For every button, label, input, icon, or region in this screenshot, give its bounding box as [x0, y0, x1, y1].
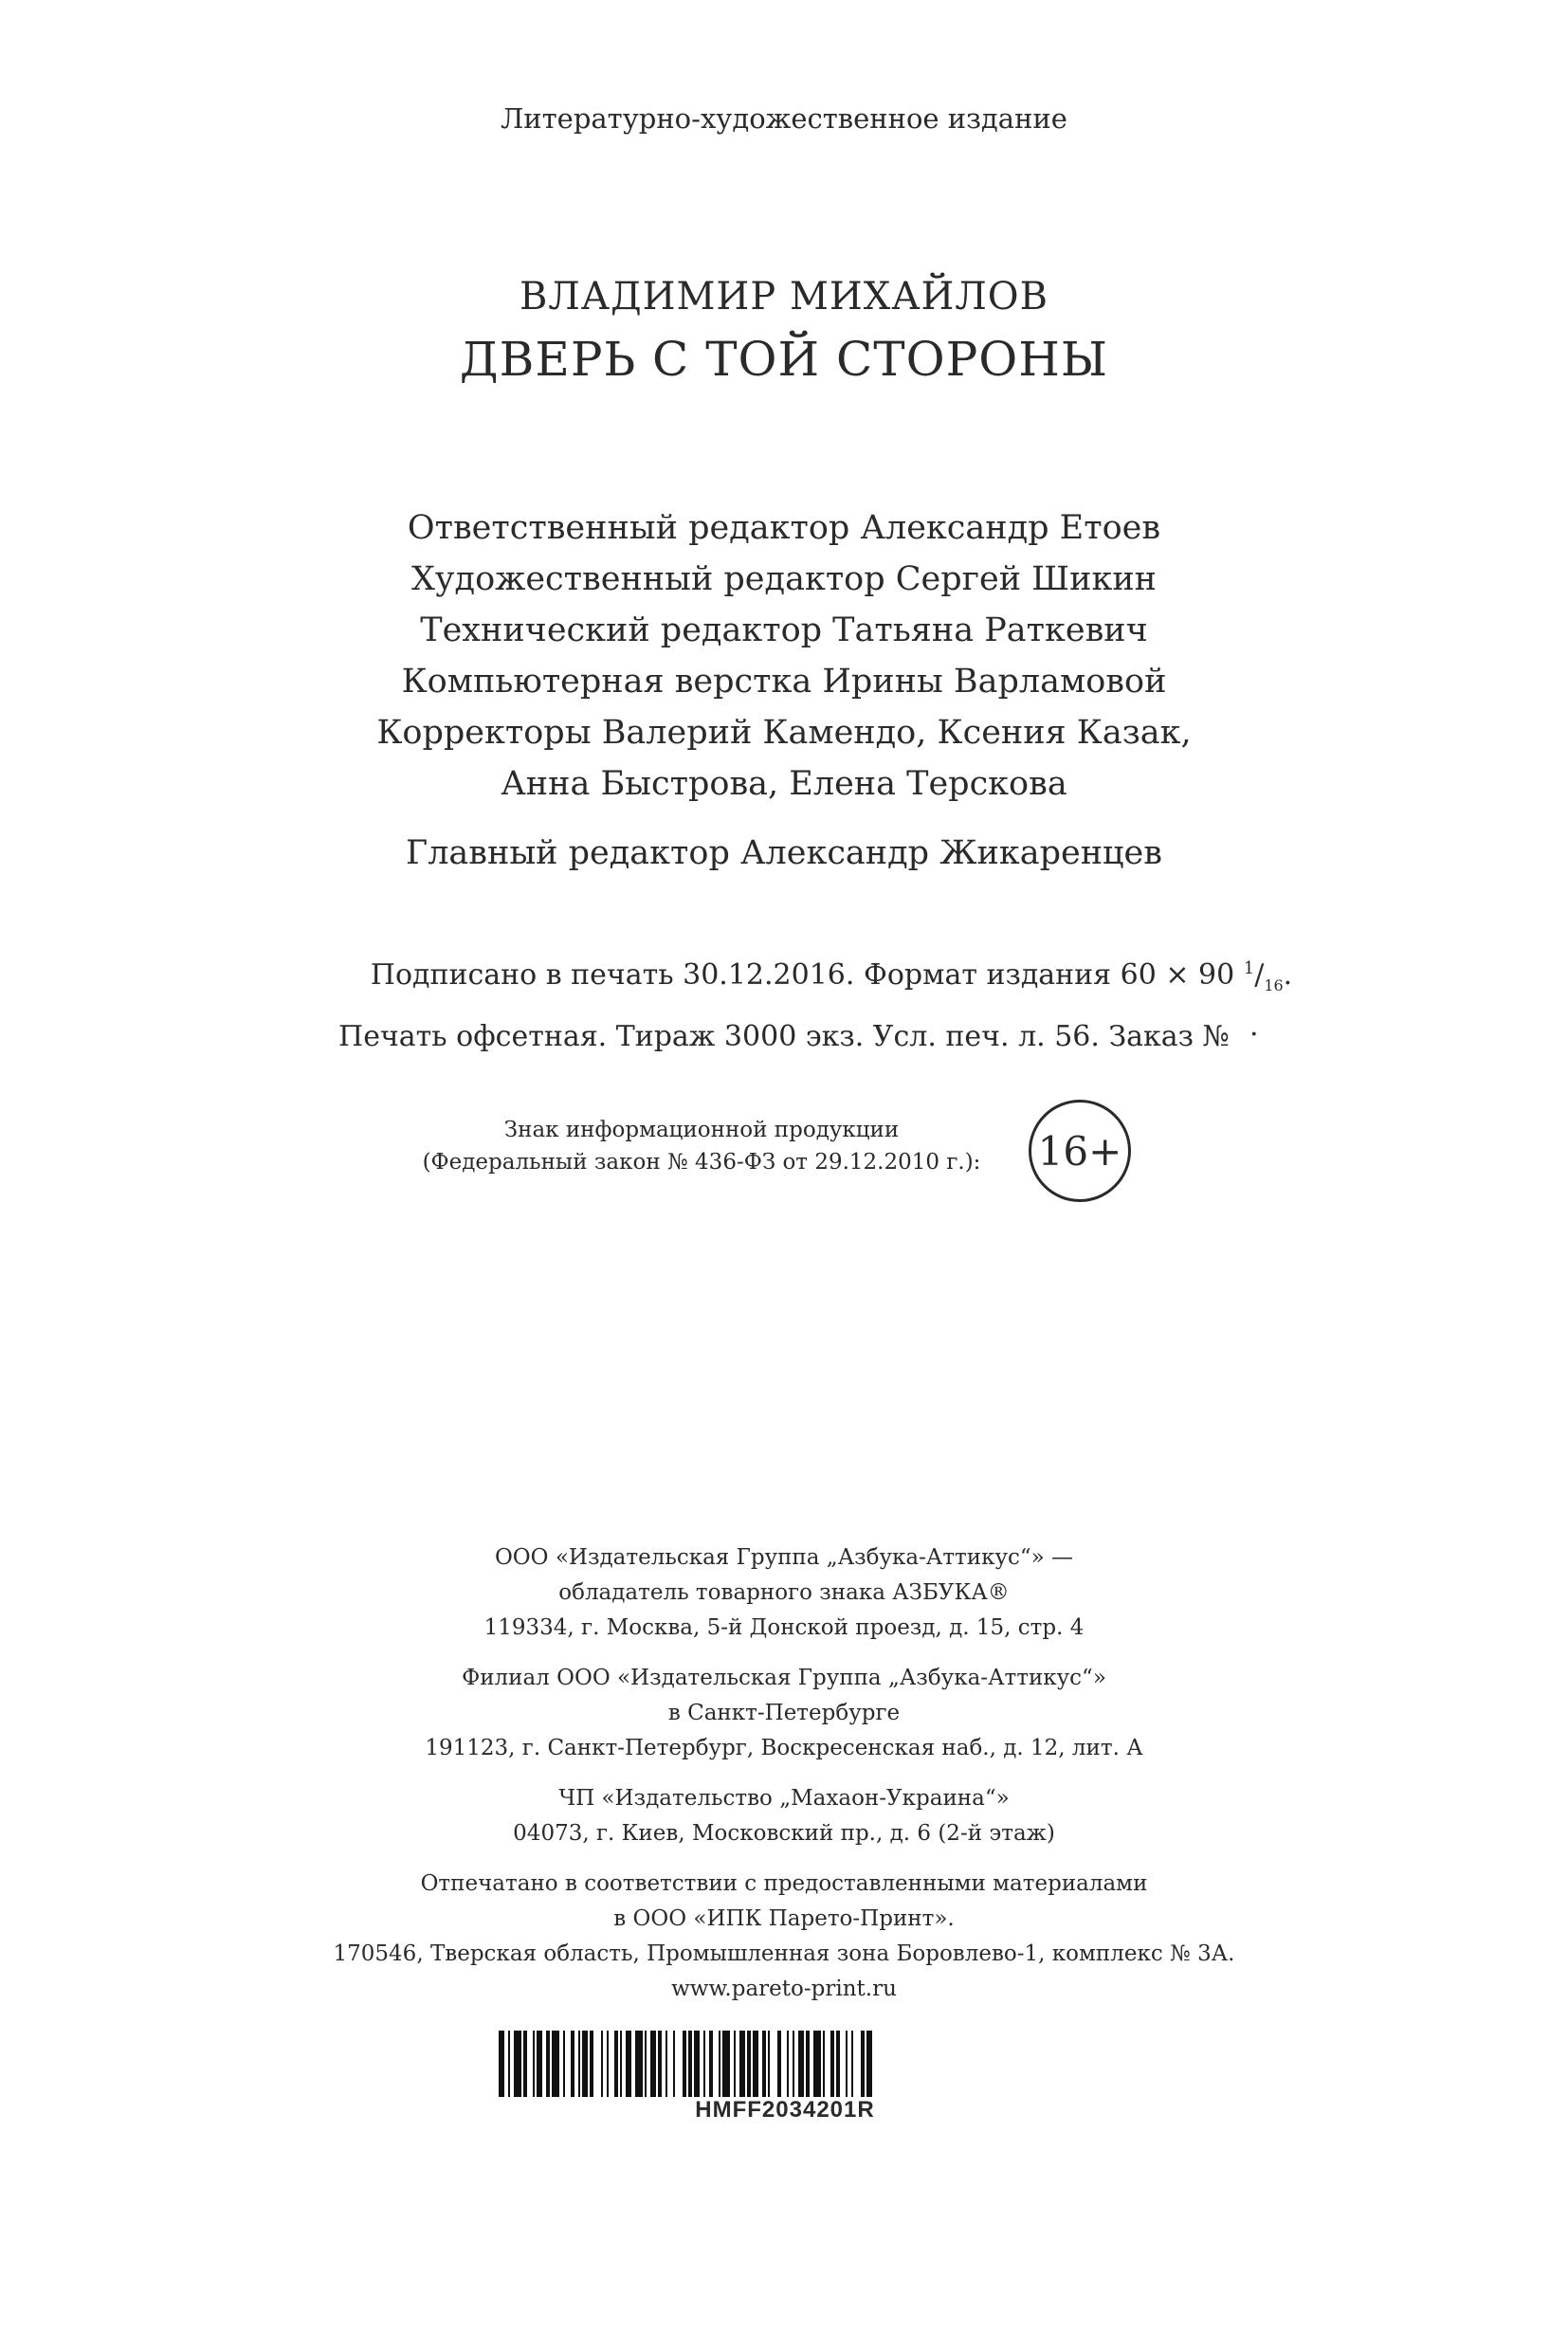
order-number-dot: .: [1249, 1010, 1259, 1043]
age-label-line-2: (Федеральный закон № 436-ФЗ от 29.12.2010 г.):: [422, 1150, 981, 1175]
credit-line: Анна Быстрова, Елена Терскова: [501, 765, 1067, 803]
print-info: [0, 943, 1568, 1063]
publisher-line: в ООО «ИПК Парето-Принт».: [613, 1906, 955, 1931]
author-name: ВЛАДИМИР МИХАЙЛОВ: [520, 275, 1048, 319]
age-rating-value: 16+: [1037, 1127, 1122, 1175]
age-rating-label: [398, 1114, 1005, 1178]
print-info-line-2: Печать офсетная. Тираж 3000 экз. Усл. печ. л. 56. Заказ №: [338, 1020, 1230, 1053]
credit-line: Компьютерная верстка Ирины Варламовой: [401, 663, 1167, 701]
publisher-block: [0, 1540, 1568, 2007]
publisher-line: 191123, г. Санкт-Петербург, Воскресенская наб., д. 12, лит. А: [425, 1736, 1143, 1760]
publisher-line: Отпечатано в соответствии с предоставленными материалами: [420, 1871, 1148, 1896]
print-info-line-1: Подписано в печать 30.12.2016. Формат издания 60 × 90 $^1/_{16}$.: [370, 958, 1293, 994]
print-format-text: Подписано в печать 30.12.2016. Формат издания 60 × 90: [370, 958, 1235, 992]
age-label-line-1: Знак информационной продукции: [503, 1118, 900, 1142]
chief-editor: Главный редактор Александр Жикаренцев: [406, 834, 1162, 872]
barcode: [499, 2031, 1071, 2097]
publisher-line: в Санкт-Петербурге: [667, 1701, 901, 1725]
publisher-line: 119334, г. Москва, 5-й Донской проезд, д. 15, стр. 4: [483, 1615, 1085, 1640]
publisher-line: ООО «Издательская Группа „Азбука-Аттикус“» —: [494, 1545, 1074, 1570]
book-title: ДВЕРЬ С ТОЙ СТОРОНЫ: [459, 332, 1109, 387]
credits-block: [0, 502, 1568, 810]
publisher-line: ЧП «Издательство „Махаон-Украина“»: [558, 1786, 1010, 1811]
publisher-line: Филиал ООО «Издательская Группа „Азбука-Аттикус“»: [462, 1666, 1106, 1690]
publisher-line: 04073, г. Киев, Московский пр., д. 6 (2-й этаж): [513, 1821, 1055, 1846]
age-rating-badge: [1029, 1100, 1131, 1202]
credit-line: Технический редактор Татьяна Раткевич: [420, 611, 1148, 649]
publisher-line: 170546, Тверская область, Промышленная зона Боровлево-1, комплекс № 3А.: [333, 1941, 1235, 1966]
credit-line: Ответственный редактор Александр Етоев: [407, 509, 1161, 547]
barcode-number: HMFF2034201R: [695, 2097, 875, 2123]
credit-line: Корректоры Валерий Камендо, Ксения Казак,: [376, 714, 1192, 752]
format-denominator: 16: [1264, 976, 1284, 994]
publisher-line: www.pareto-print.ru: [671, 1977, 897, 2001]
credit-line: Художественный редактор Сергей Шикин: [411, 560, 1157, 598]
publisher-line: обладатель товарного знака АЗБУКА®: [558, 1580, 1010, 1605]
edition-type: Литературно-художественное издание: [501, 102, 1067, 135]
format-numerator: 1: [1243, 958, 1255, 978]
